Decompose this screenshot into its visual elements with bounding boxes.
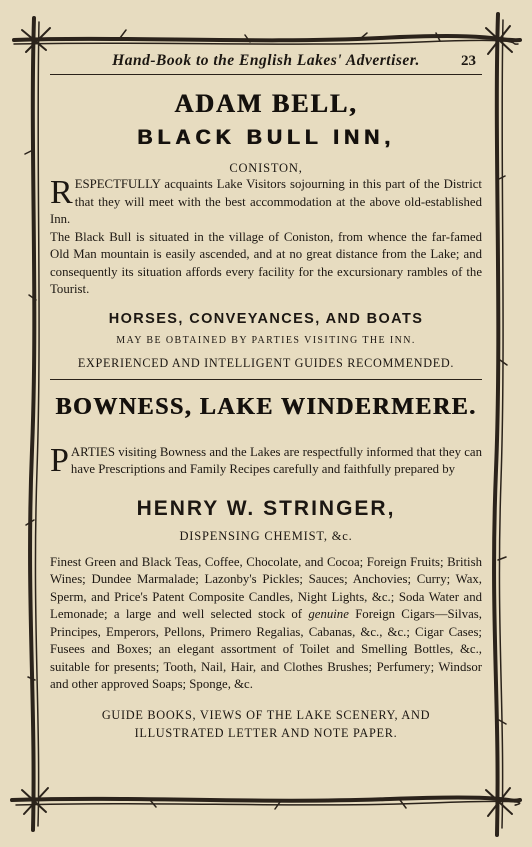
goods-paragraph bbox=[50, 554, 482, 694]
bowness-heading: BOWNESS, LAKE WINDERMERE. bbox=[55, 393, 477, 420]
goods-emphasis: genuine bbox=[308, 607, 349, 621]
running-head bbox=[50, 48, 482, 75]
running-head-title: Hand-Book to the English Lakes' Advertiser. bbox=[112, 52, 420, 69]
business-name: BLACK BULL INN, bbox=[137, 126, 395, 149]
page-content bbox=[50, 48, 482, 788]
chemist-title: DISPENSING CHEMIST, &c. bbox=[179, 528, 353, 543]
stationery-notice bbox=[50, 706, 482, 742]
goods-text-before: Finest Green and Black Teas, Coffee, Chocolate, and Cocoa; Foreign Fruits; British Wines; Dundee Marmalade; Lazonby's Pickles; Sauces; Anchovies; Curry; Wax, Sperm, and Price's Patent Composite Candles, Night Lights, &c.; Soda Water and Lemonade; a large and well selected stock of bbox=[50, 554, 482, 621]
inn-location-paragraph: The Black Bull is situated in the village of Coniston, from whence the far-famed Old Man mountain is easily ascended, and at no great distance from the Lake; and consequently its situation affords every facility for the excursionary rambles of the Tourist. bbox=[50, 229, 482, 296]
stationery-line-2: ILLUSTRATED LETTER AND NOTE PAPER. bbox=[134, 725, 398, 740]
chemist-name: HENRY W. STRINGER, bbox=[136, 496, 396, 520]
stationery-line-1: GUIDE BOOKS, VIEWS OF THE LAKE SCENERY, AND bbox=[101, 707, 431, 722]
guides-line: EXPERIENCED AND INTELLIGENT GUIDES RECOMMENDED. bbox=[77, 355, 455, 370]
advertiser-name: ADAM BELL, bbox=[174, 89, 358, 118]
goods-text-after: Foreign Cigars—Silvas, Principes, Emperors, Pellons, Primero Regalias, Cabanas, &c., &c.; Cigar Cases; Fusees and Boxes; an elegant assortment of Toilet and Smelling Bottles, &c., suitable for presents; Tooth, Nail, Hair, and Clothes Brushes; Perfumery; Windsor and other approved Soaps; Sponge, &c. bbox=[50, 607, 482, 691]
location: CONISTON, bbox=[229, 161, 303, 175]
inn-intro-paragraph: RESPECTFULLY acquaints Lake Visitors sojourning in this part of the District that they will meet with the best accommodation at the above old-established Inn. bbox=[50, 174, 482, 226]
services-note: MAY BE OBTAINED BY PARTIES VISITING THE INN. bbox=[116, 334, 416, 346]
chemist-intro-paragraph: PARTIES visiting Bowness and the Lakes are respectfully informed that they can have Prescriptions and Family Recipes carefully and faithfully prepared by bbox=[50, 441, 482, 479]
section-divider bbox=[50, 379, 482, 380]
services-heading: HORSES, CONVEYANCES, AND BOATS bbox=[108, 310, 424, 327]
page-number: 23 bbox=[461, 53, 476, 69]
